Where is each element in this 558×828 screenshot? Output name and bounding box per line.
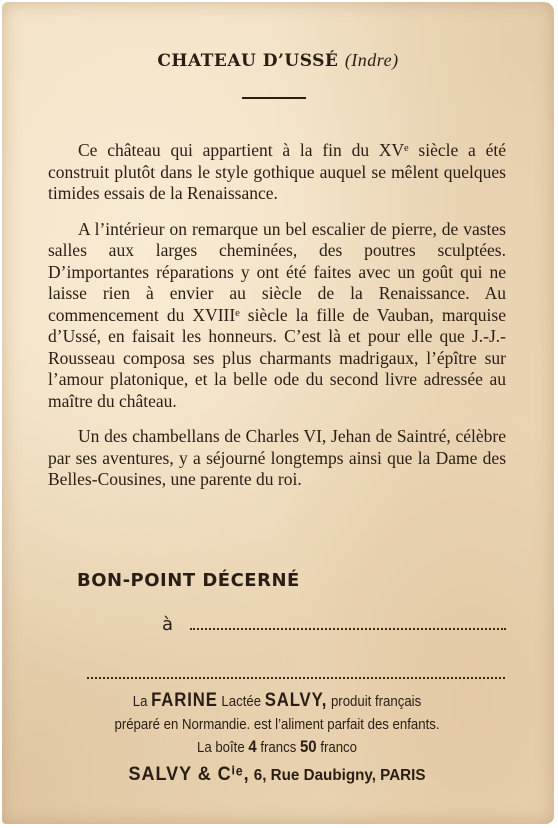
ad-text: Lactée: [221, 693, 262, 710]
paragraph-2: A l’intérieur on remarque un bel escalier de pierre, de vastes salles aux larges cheminées, des poutres sculptées. D’importantes réparations y ont été faites avec un goût qui ne laisse rien à envier au siècle de la Renaissance. Au commencement du XVIIIᵉ siècle la fille de Vauban, marquise d’Ussé, en faisait les honneurs. C’est là et pour elle que J.-J.-Rousseau composa ses plus charmants madrigaux, l’épître sur l’amour platonique, et la belle ode du second livre adressée au maître du château.: [48, 218, 506, 411]
ad-text: produit français: [330, 693, 422, 710]
ad-city: PARIS: [380, 767, 426, 784]
advertisement: [42, 690, 512, 786]
award-heading: BON-POINT DÉCERNÉ: [77, 570, 300, 591]
paragraph-3: Un des chambellans de Charles VI, Jehan de Saintré, célèbre par ses aventures, y a séjourné longtemps ainsi que la Dame des Belles-Cousines, une parente du roi.: [48, 426, 506, 489]
ad-line-4: [54, 763, 501, 786]
ad-text: franco: [320, 739, 358, 756]
ad-brand-farine: FARINE: [151, 690, 218, 711]
ad-address: 6, Rue Daubigny,: [253, 767, 376, 784]
card: [2, 2, 554, 824]
award-to-label: à: [162, 614, 174, 635]
ad-line-2: préparé en Normandie. est l’aliment parfait des enfants.: [114, 716, 440, 733]
ad-line-3: [70, 737, 484, 757]
body-text: [48, 140, 506, 505]
title-rule: [242, 97, 306, 99]
title-main: CHATEAU D’USSÉ: [157, 51, 339, 71]
separator-dotted-line: [87, 677, 505, 679]
ad-text: La: [132, 693, 148, 710]
ad-price-francs: 4: [248, 737, 257, 756]
ad-company: SALVY & Cⁱᵉ,: [128, 764, 250, 785]
ad-text: La boîte: [196, 739, 245, 756]
recipient-dotted-line: [190, 628, 506, 630]
ad-brand-salvy: SALVY,: [264, 690, 328, 711]
title-sub: (Indre): [344, 50, 399, 70]
ad-text: francs: [260, 739, 297, 756]
paragraph-1: Ce château qui appartient à la fin du XVᵉ siècle a été construit plutôt dans le style gothique auquel se mêlent quelques timides essais de la Renaissance.: [48, 140, 506, 203]
page-title: [2, 50, 554, 71]
ad-price-cents: 50: [299, 737, 317, 756]
ad-line-1: [70, 690, 484, 712]
